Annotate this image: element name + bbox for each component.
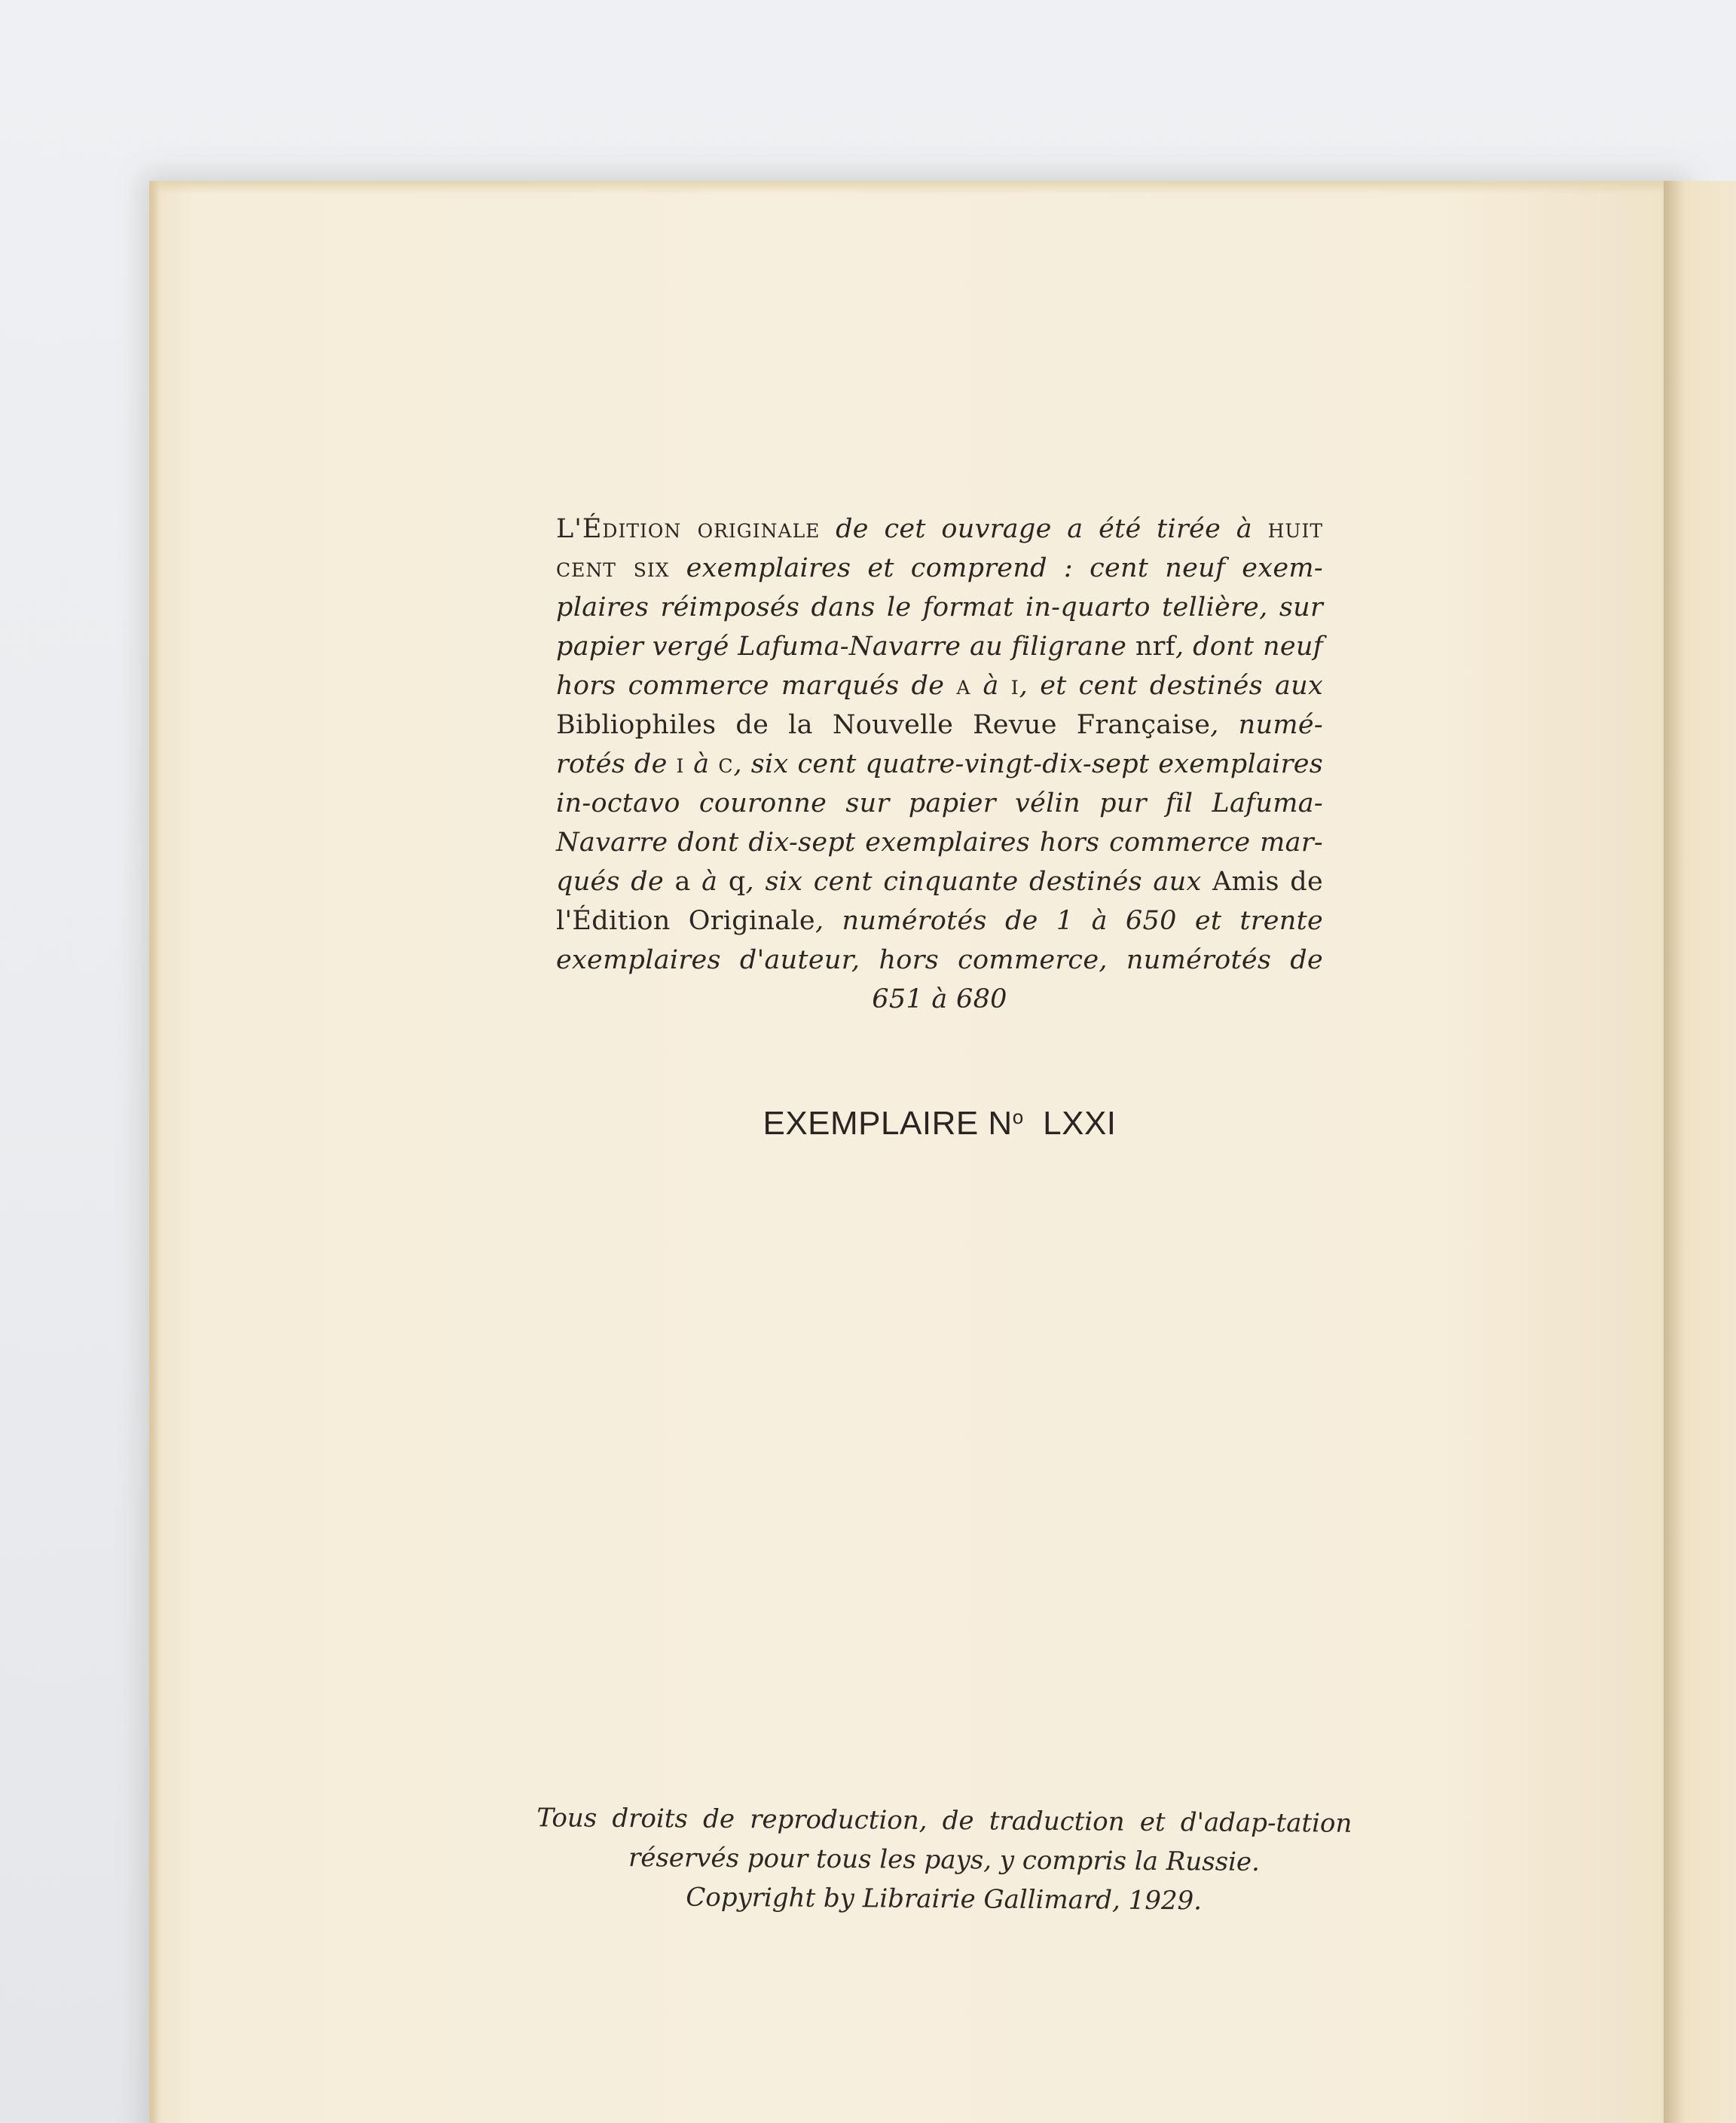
edition-originale-label: L'Édition originale xyxy=(556,514,821,544)
edition-text: à xyxy=(970,671,1011,701)
bleed-through-shadow xyxy=(573,1055,1311,1085)
edition-text: exemplaires et comprend : cent neuf exem-plaires réimposés dans le format in-quarto tellière, sur papier vergé Lafuma-Navarre au filigrane xyxy=(556,553,1323,662)
letter-mark: q xyxy=(728,867,746,897)
letter-mark: c xyxy=(718,749,734,779)
edition-text: à xyxy=(684,749,719,779)
copy-number-prefix: EXEMPLAIRE N xyxy=(763,1105,1013,1142)
edition-text: , numé-rotés de xyxy=(556,710,1323,779)
copy-count: huit cent six xyxy=(556,514,1323,583)
rights-text: Tous droits de reproduction, de traduction et d'adap-tation réservés pour tous les pays, y compris la Russie. xyxy=(536,1803,1352,1877)
edition-text: à xyxy=(690,867,729,897)
facing-page-edge xyxy=(1664,181,1736,2123)
copy-number xyxy=(556,1105,1323,1143)
letter-mark: i xyxy=(1010,671,1019,701)
edition-text: de cet ouvrage a été tirée à xyxy=(820,514,1268,544)
rights-statement xyxy=(536,1798,1352,1922)
edition-text: , numérotés de 1 à 650 et trente exemplaires d'auteur, hors commerce, numérotés de 651 à 680 xyxy=(556,906,1323,1014)
copyright-line: Copyright by Librairie Gallimard, 1929. xyxy=(686,1882,1203,1917)
bibliophiles-name: Bibliophiles de la Nouvelle Revue Française xyxy=(556,710,1211,740)
edition-text: , six cent cinquante destinés aux xyxy=(745,867,1212,897)
edition-text: , et cent destinés aux xyxy=(1019,671,1323,701)
edition-text: , dont neuf hors commerce marqués de xyxy=(556,632,1323,701)
amis-name: Amis de l'Édition Originale xyxy=(556,867,1323,936)
copy-number-value: LXXI xyxy=(1043,1105,1117,1142)
watermark-name: nrf xyxy=(1135,632,1175,662)
copy-number-sup: o xyxy=(1012,1106,1024,1128)
letter-mark: a xyxy=(674,867,691,897)
letter-mark: i xyxy=(676,749,685,779)
edition-text: , six cent quatre-vingt-dix-sept exemplaires in-octavo couronne sur papier vélin pur fil Lafuma-Navarre dont dix-sept exemplaires hors commerce mar-qués de xyxy=(556,749,1323,897)
letter-mark: a xyxy=(956,671,971,701)
edition-statement xyxy=(556,509,1323,1019)
